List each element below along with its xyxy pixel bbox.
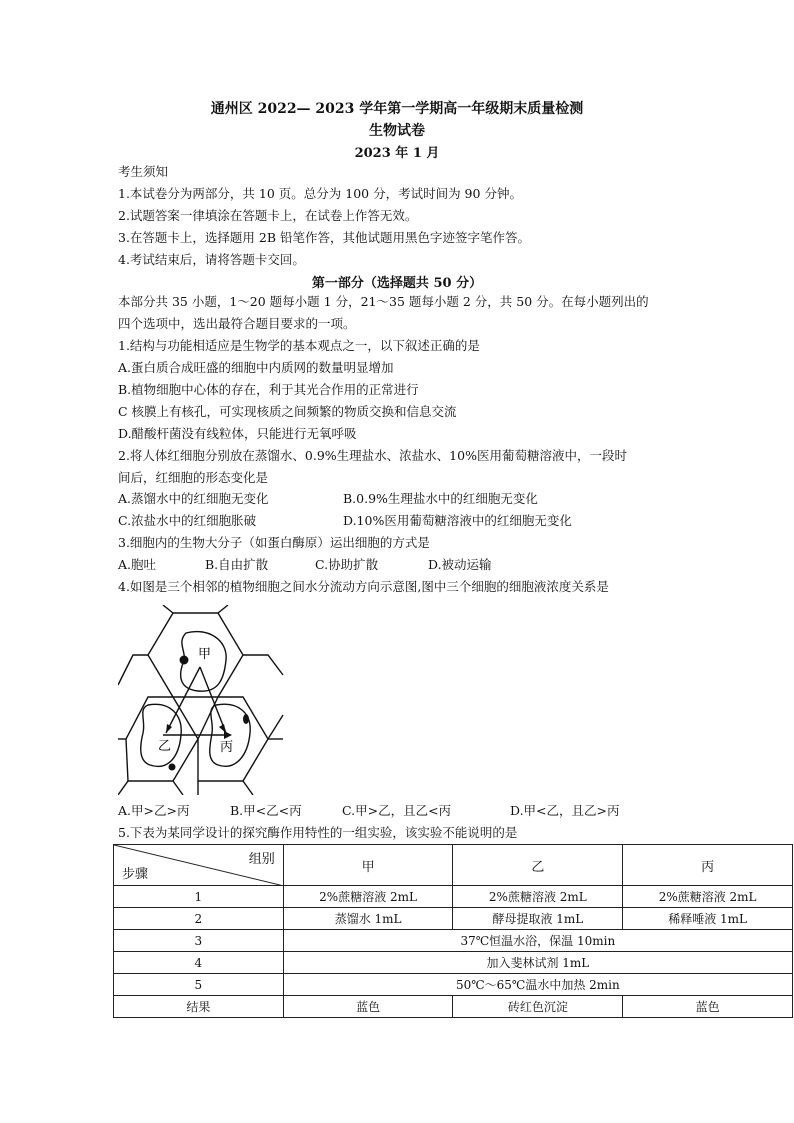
cell-wall-jia — [148, 613, 243, 697]
q4-option-d: D.甲<乙，且乙>丙 — [510, 803, 620, 818]
table-merged-cell: 37℃恒温水浴，保温 10min — [283, 930, 792, 952]
table-merged-cell: 50℃～65℃温水中加热 2min — [283, 974, 792, 996]
table-row — [114, 952, 793, 974]
table-header-row — [114, 845, 793, 886]
corner-label-group: 组别 — [248, 852, 275, 867]
label-bing: 丙 — [220, 740, 234, 755]
table-row — [114, 974, 793, 996]
table-cell: 蒸馏水 1mL — [283, 908, 453, 930]
q2-stem: 间后，红细胞的形态变化是 — [118, 470, 269, 485]
q1-option-a: A.蛋白质合成旺盛的细胞中内质网的数量明显增加 — [118, 360, 394, 375]
part1-intro: 四个选项中，选出最符合题目要求的一项。 — [118, 316, 356, 331]
result-label: 结果 — [114, 996, 284, 1018]
step-number: 5 — [114, 974, 284, 996]
part1-intro: 本部分共 35 小题，1～20 题每小题 1 分，21～35 题每小题 2 分，共 50 分。在每小题列出的 — [118, 294, 649, 309]
group-header: 甲 — [283, 845, 453, 886]
q3-option-c: C.协助扩散 — [315, 557, 379, 572]
q4-stem: 4.如图是三个相邻的植物细胞之间水分流动方向示意图,图中三个细胞的细胞液浓度关系是 — [118, 579, 609, 594]
step-number: 4 — [114, 952, 284, 974]
q1-stem: 1.结构与功能相适应是生物学的基本观点之一，以下叙述正确的是 — [118, 338, 480, 353]
table-cell: 酵母提取液 1mL — [453, 908, 623, 930]
step-number: 3 — [114, 930, 284, 952]
experiment-table — [113, 844, 793, 1018]
group-header: 乙 — [453, 845, 623, 886]
table-cell: 2%蔗糖溶液 2mL — [623, 886, 793, 908]
q3-option-d: D.被动运输 — [428, 557, 492, 572]
notice-item: 1.本试卷分为两部分，共 10 页。总分为 100 分，考试时间为 90 分钟。 — [118, 186, 522, 201]
nucleus-yi — [169, 764, 176, 771]
table-corner-cell — [114, 845, 284, 886]
table-cell: 2%蔗糖溶液 2mL — [283, 886, 453, 908]
table-row — [114, 886, 793, 908]
q1-option-c: C 核膜上有核孔，可实现核质之间频繁的物质交换和信息交流 — [118, 404, 457, 419]
group-header: 丙 — [623, 845, 793, 886]
subject-title: 生物试卷 — [369, 123, 425, 139]
cell-wall-bing — [198, 697, 268, 781]
table-cell: 2%蔗糖溶液 2mL — [453, 886, 623, 908]
result-cell: 蓝色 — [623, 996, 793, 1018]
table-merged-cell: 加入斐林试剂 1mL — [283, 952, 792, 974]
notice-heading: 考生须知 — [118, 164, 169, 179]
label-yi: 乙 — [158, 739, 172, 754]
q4-option-a: A.甲>乙>丙 — [118, 803, 190, 818]
result-cell: 蓝色 — [283, 996, 453, 1018]
q3-option-b: B.自由扩散 — [205, 557, 269, 572]
notice-item: 4.考试结束后，请将答题卡交回。 — [118, 252, 305, 267]
table-cell: 稀释唾液 1mL — [623, 908, 793, 930]
nucleus-bing — [243, 714, 249, 724]
notice-item: 2.试题答案一律填涂在答题卡上，在试卷上作答无效。 — [118, 208, 418, 223]
q2-stem: 2.将人体红细胞分别放在蒸馏水、0.9%生理盐水、浓盐水、10%医用葡萄糖溶液中，一段时 — [118, 448, 627, 463]
corner-diagonal — [114, 845, 284, 886]
q1-option-d: D.醋酸杆菌没有线粒体，只能进行无氧呼吸 — [118, 426, 357, 441]
exam-title: 通州区 2022— 2023 学年第一学期高一年级期末质量检测 — [210, 101, 584, 117]
table-row — [114, 930, 793, 952]
q5-stem: 5.下表为某同学设计的探究酶作用特性的一组实验，该实验不能说明的是 — [118, 825, 518, 840]
q3-stem: 3.细胞内的生物大分子（如蛋白酶原）运出细胞的方式是 — [118, 535, 430, 550]
nucleus-jia — [180, 656, 189, 665]
notice-item: 3.在答题卡上，选择题用 2B 铅笔作答，其他试题用黑色字迹签字笔作答。 — [118, 230, 531, 245]
q3-option-a: A.胞吐 — [118, 557, 157, 572]
result-cell: 砖红色沉淀 — [453, 996, 623, 1018]
q4-option-c: C.甲>乙，且乙<丙 — [342, 803, 452, 818]
table-row — [114, 908, 793, 930]
table-result-row — [114, 996, 793, 1018]
q1-option-b: B.植物细胞中心体的存在，利于其光合作用的正常进行 — [118, 382, 419, 397]
exam-date: 2023 年 1 月 — [354, 146, 440, 161]
label-jia: 甲 — [198, 647, 212, 662]
q2-option-c: C.浓盐水中的红细胞胀破 — [118, 513, 257, 528]
step-number: 1 — [114, 886, 284, 908]
q2-option-b: B.0.9%生理盐水中的红细胞无变化 — [343, 491, 538, 506]
arrow-jia-to-yi — [166, 667, 200, 733]
corner-label-step: 步骤 — [122, 867, 149, 882]
q2-option-d: D.10%医用葡萄糖溶液中的红细胞无变化 — [343, 513, 572, 528]
step-number: 2 — [114, 908, 284, 930]
q2-option-a: A.蒸馏水中的红细胞无变化 — [118, 491, 269, 506]
part1-title: 第一部分（选择题共 50 分） — [311, 276, 483, 291]
q4-option-b: B.甲<乙<丙 — [230, 803, 302, 818]
plant-cells-diagram — [118, 605, 288, 795]
